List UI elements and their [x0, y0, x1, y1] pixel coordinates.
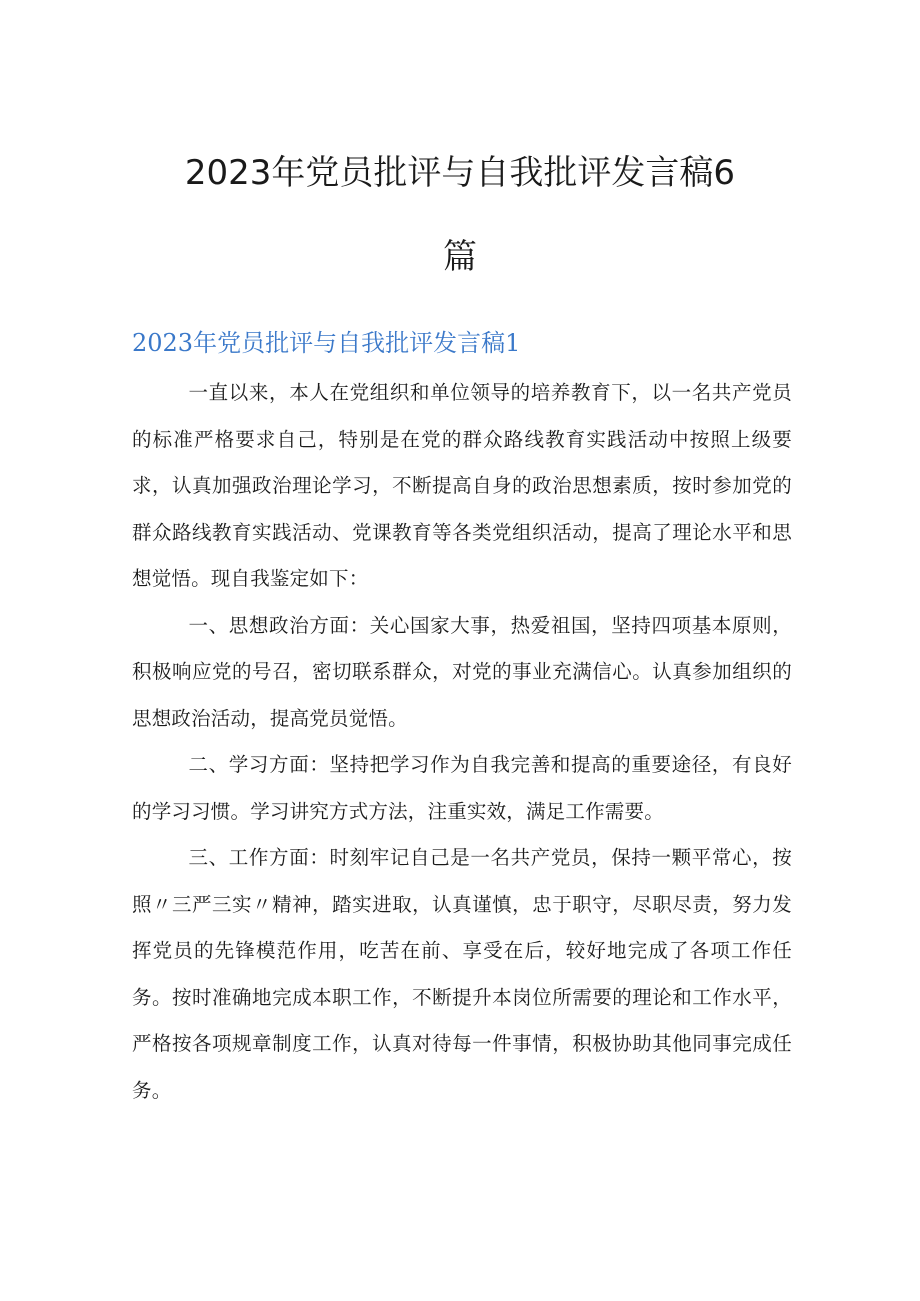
- document-title-line-1: 2023年党员批评与自我批评发言稿6: [184, 153, 736, 193]
- paragraph-work: 三、工作方面：时刻牢记自己是一名共产党员，保持一颗平常心，按照〃三严三实〃精神，踏实进取，认真谨慎，忠于职守，尽职尽责，努力发挥党员的先锋模范作用，吃苦在前、享受在后，较好地完成了各项工作任务。按时准确地完成本职工作，不断提升本岗位所需要的理论和工作水平，严格按各项规章制度工作，认真对待每一件事情，积极协助其他同事完成任务。: [132, 846, 792, 1102]
- paragraph-ideology: 一、思想政治方面：关心国家大事，热爱祖国，坚持四项基本原则，积极响应党的号召，密切联系群众，对党的事业充满信心。认真参加组织的思想政治活动，提高党员觉悟。: [132, 613, 792, 730]
- section-heading: 2023年党员批评与自我批评发言稿1: [132, 329, 521, 357]
- document-title-line-2: 篇: [443, 237, 477, 277]
- paragraph-intro: 一直以来，本人在党组织和单位领导的培养教育下，以一名共产党员的标准严格要求自己，特别是在党的群众路线教育实践活动中按照上级要求，认真加强政治理论学习，不断提高自身的政治思想素质，按时参加党的群众路线教育实践活动、党课教育等各类党组织活动，提高了理论水平和思想觉悟。现自我鉴定如下：: [132, 381, 792, 590]
- paragraph-study: 二、学习方面：坚持把学习作为自我完善和提高的重要途径，有良好的学习习惯。学习讲究方式方法，注重实效，满足工作需要。: [132, 753, 792, 823]
- document-body: [132, 370, 792, 1114]
